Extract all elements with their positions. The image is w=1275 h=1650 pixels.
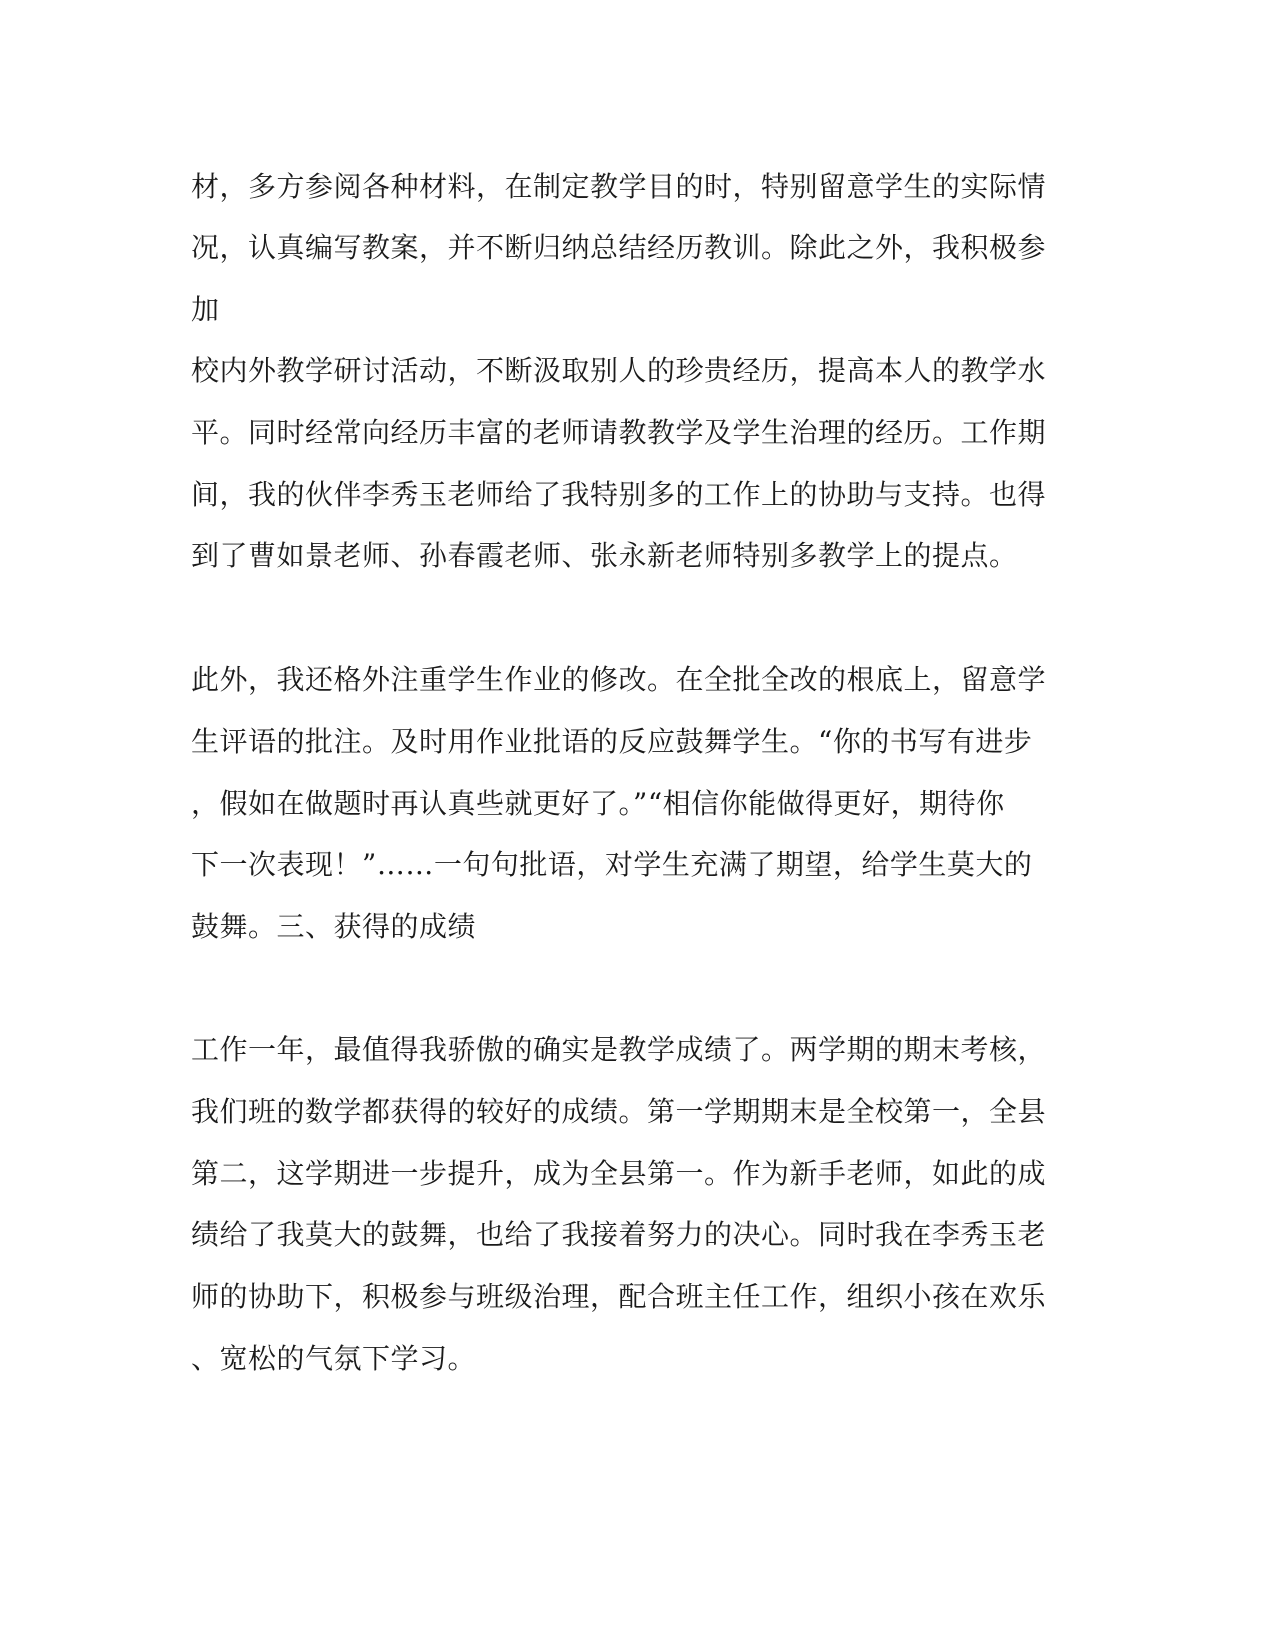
text-line: 鼓舞。三、获得的成绩 [191,910,477,943]
text-line: 到了曹如景老师、孙春霞老师、张永新老师特别多教学上的提点。 [191,539,1018,572]
text-line: 加 [191,293,220,326]
text-line: 此外，我还格外注重学生作业的修改。在全批全改的根底上，留意学 [191,663,1047,696]
text-line: 工作一年，最值得我骄傲的确实是教学成绩了。两学期的期末考核， [191,1033,1047,1066]
text-line: 校内外教学研讨活动，不断汲取别人的珍贵经历，提高本人的教学水 [191,354,1047,387]
text-line: 绩给了我莫大的鼓舞，也给了我接着努力的决心。同时我在李秀玉老 [191,1218,1047,1251]
text-line: 、宽松的气氛下学习。 [191,1342,477,1375]
text-line: 材，多方参阅各种材料，在制定教学目的时，特别留意学生的实际情 [191,170,1047,203]
text-line: 下一次表现！”……一句句批语，对学生充满了期望，给学生莫大的 [191,848,1033,881]
text-line: 师的协助下，积极参与班级治理，配合班主任工作，组织小孩在欢乐 [191,1280,1047,1313]
text-line: 第二，这学期进一步提升，成为全县第一。作为新手老师，如此的成 [191,1157,1047,1190]
text-line: ，假如在做题时再认真些就更好了。”“相信你能做得更好，期待你 [191,787,1005,820]
text-line: 况，认真编写教案，并不断归纳总结经历教训。除此之外，我积极参 [191,231,1047,264]
text-line: 间，我的伙伴李秀玉老师给了我特别多的工作上的协助与支持。也得 [191,478,1047,511]
text-line: 生评语的批注。及时用作业批语的反应鼓舞学生。“你的书写有进步 [191,725,1033,758]
text-line: 我们班的数学都获得的较好的成绩。第一学期期末是全校第一，全县 [191,1095,1047,1128]
text-line: 平。同时经常向经历丰富的老师请教教学及学生治理的经历。工作期 [191,416,1047,449]
